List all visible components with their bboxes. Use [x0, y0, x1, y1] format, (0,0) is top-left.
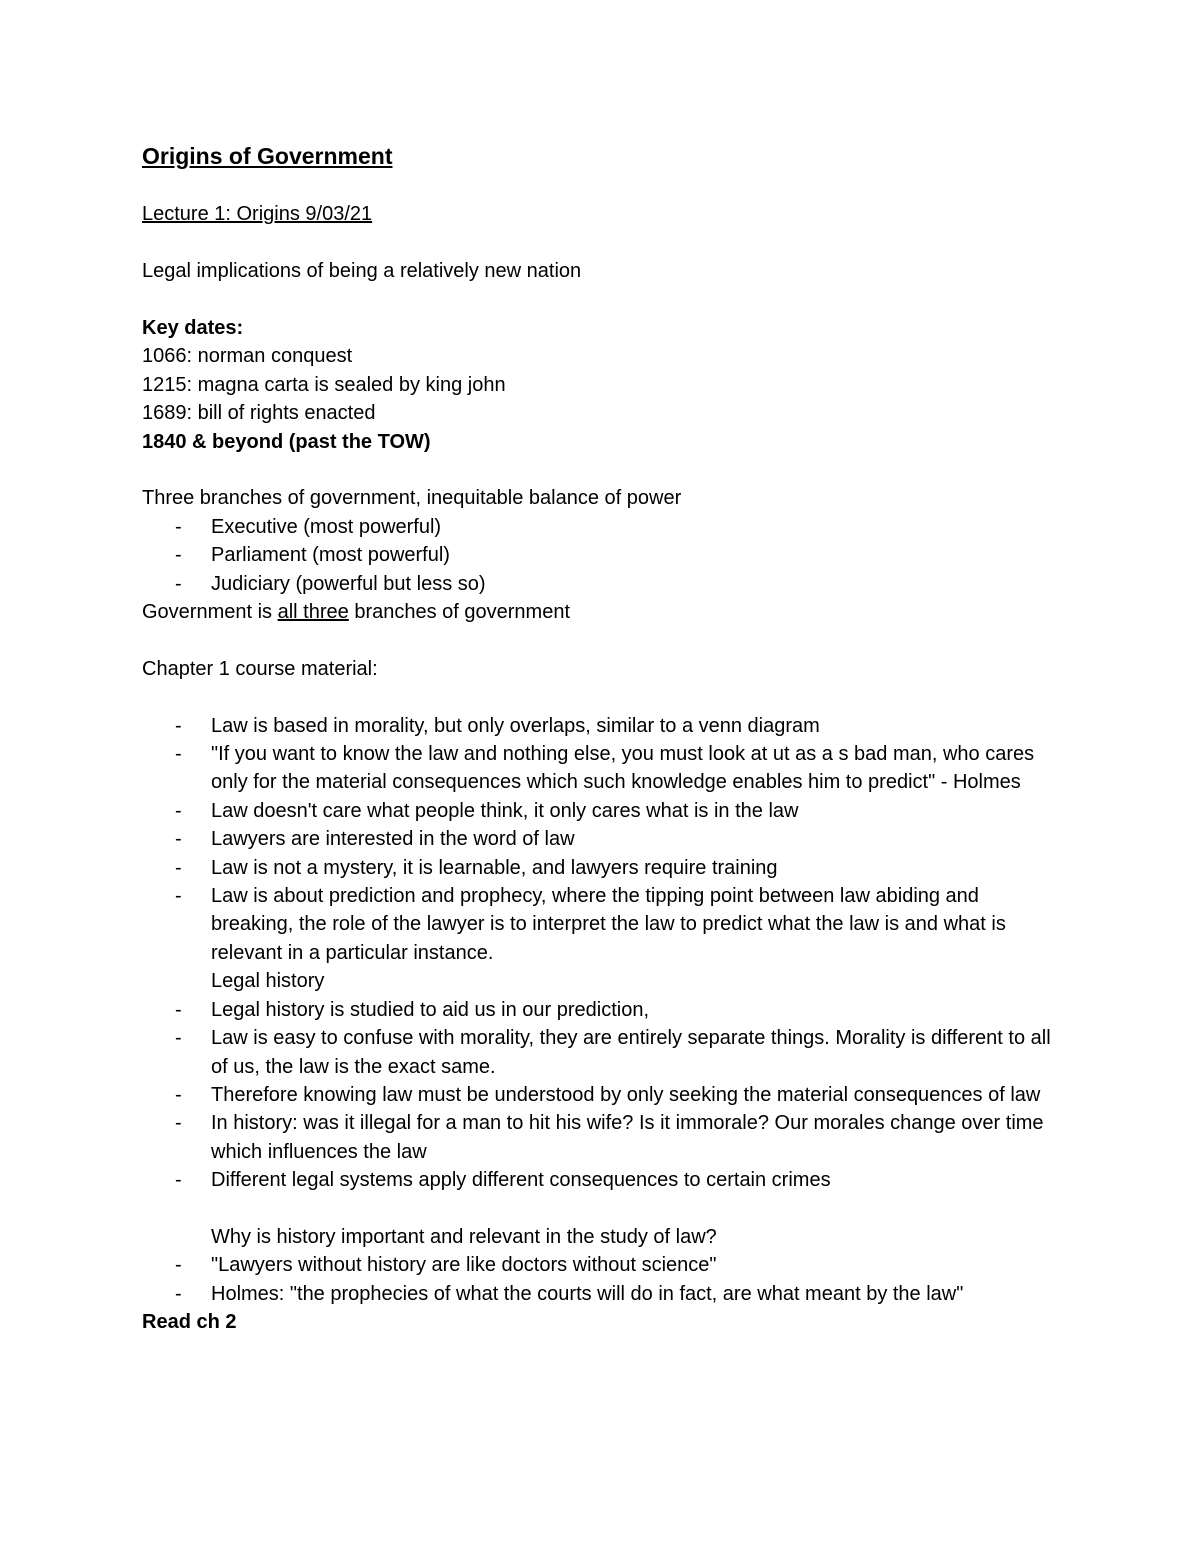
list-item — [142, 882, 1062, 967]
lecture-heading: Lecture 1: Origins 9/03/21 — [142, 203, 373, 226]
spacer — [142, 683, 1062, 711]
page-title: Origins of Government — [142, 143, 393, 169]
branches-list — [142, 513, 1062, 598]
list-item-text: Therefore knowing law must be understood by only seeking the material consequences of law — [211, 1083, 1041, 1106]
list-item — [142, 854, 1062, 882]
document-page — [142, 140, 1062, 1337]
bullet-dash: - — [175, 743, 182, 766]
list-item-text: In history: was it illegal for a man to hit his wife? Is it immorale? Our morales change over time which influences the law — [211, 1112, 1044, 1163]
list-item — [142, 797, 1062, 825]
list-item — [142, 513, 1062, 541]
history-question: Why is history important and relevant in the study of law? — [211, 1225, 717, 1248]
list-item — [142, 570, 1062, 598]
chapter-list-3 — [142, 1251, 1062, 1308]
summary-text: Government is — [142, 601, 278, 624]
list-item-text: Law is based in morality, but only overlaps, similar to a venn diagram — [211, 714, 820, 737]
read-chapter-note: Read ch 2 — [142, 1311, 237, 1334]
intro-text: Legal implications of being a relatively new nation — [142, 260, 582, 283]
spacer — [142, 229, 1062, 257]
list-item-text: Law is easy to confuse with morality, they are entirely separate things. Morality is different to all of us, the law is the exact same. — [211, 1027, 1051, 1078]
bullet-dash: - — [175, 885, 182, 908]
branches-intro: Three branches of government, inequitable balance of power — [142, 487, 682, 510]
branches-summary — [142, 598, 1062, 626]
bullet-dash: - — [175, 1169, 182, 1192]
bullet-dash: - — [175, 998, 182, 1021]
key-dates-heading: Key dates: — [142, 316, 244, 339]
spacer — [142, 456, 1062, 484]
list-item — [142, 740, 1062, 797]
branch-parliament: Parliament (most powerful) — [211, 544, 450, 567]
bullet-dash: - — [175, 1027, 182, 1050]
bullet-dash: - — [175, 714, 182, 737]
list-item-text: Law is not a mystery, it is learnable, and lawyers require training — [211, 856, 778, 879]
bullet-dash: - — [175, 799, 182, 822]
key-date-1066: 1066: norman conquest — [142, 345, 353, 368]
legal-history-label: Legal history — [211, 970, 325, 993]
list-item — [142, 541, 1062, 569]
list-item — [142, 712, 1062, 740]
branch-executive: Executive (most powerful) — [211, 515, 442, 538]
spacer — [142, 286, 1062, 314]
list-item-text: "If you want to know the law and nothing else, you must look at ut as a s bad man, who cares only for the material consequences which such knowledge enables him to predict" - Holmes — [211, 743, 1035, 794]
chapter-list-2 — [142, 996, 1062, 1195]
bullet-dash: - — [175, 1282, 182, 1305]
bullet-dash: - — [175, 828, 182, 851]
key-date-1215: 1215: magna carta is sealed by king john — [142, 373, 506, 396]
list-item-text: Law doesn't care what people think, it only cares what is in the law — [211, 799, 799, 822]
list-item — [142, 1081, 1062, 1109]
summary-underlined: all three — [277, 601, 349, 624]
bullet-dash: - — [175, 544, 182, 567]
list-item-text: Different legal systems apply different consequences to certain crimes — [211, 1169, 831, 1192]
list-item-text: Holmes: "the prophecies of what the courts will do in fact, are what meant by the law" — [211, 1282, 964, 1305]
spacer — [142, 626, 1062, 654]
bullet-dash: - — [175, 1112, 182, 1135]
branch-judiciary: Judiciary (powerful but less so) — [211, 572, 486, 595]
list-item-text: Law is about prediction and prophecy, where the tipping point between law abiding and breaking, the role of the lawyer is to interpret the law to predict what the law is and what is relevant in a particular instance. — [211, 885, 1006, 964]
key-date-1689: 1689: bill of rights enacted — [142, 402, 376, 425]
key-date-1840: 1840 & beyond (past the TOW) — [142, 430, 431, 453]
bullet-dash: - — [175, 1254, 182, 1277]
chapter-heading: Chapter 1 course material: — [142, 657, 378, 680]
list-item — [142, 1166, 1062, 1194]
spacer — [142, 1195, 1062, 1223]
list-item-text: "Lawyers without history are like doctors without science" — [211, 1254, 717, 1277]
bullet-dash: - — [175, 856, 182, 879]
spacer — [142, 172, 1062, 200]
list-item-text: Lawyers are interested in the word of law — [211, 828, 575, 851]
list-item — [142, 996, 1062, 1024]
bullet-dash: - — [175, 515, 182, 538]
bullet-dash: - — [175, 1083, 182, 1106]
chapter-list-1 — [142, 712, 1062, 968]
list-item — [142, 1109, 1062, 1166]
bullet-dash: - — [175, 572, 182, 595]
list-item-text: Legal history is studied to aid us in our prediction, — [211, 998, 650, 1021]
list-item — [142, 1251, 1062, 1279]
list-item — [142, 1280, 1062, 1308]
summary-text: branches of government — [348, 601, 571, 624]
list-item — [142, 1024, 1062, 1081]
list-item — [142, 825, 1062, 853]
